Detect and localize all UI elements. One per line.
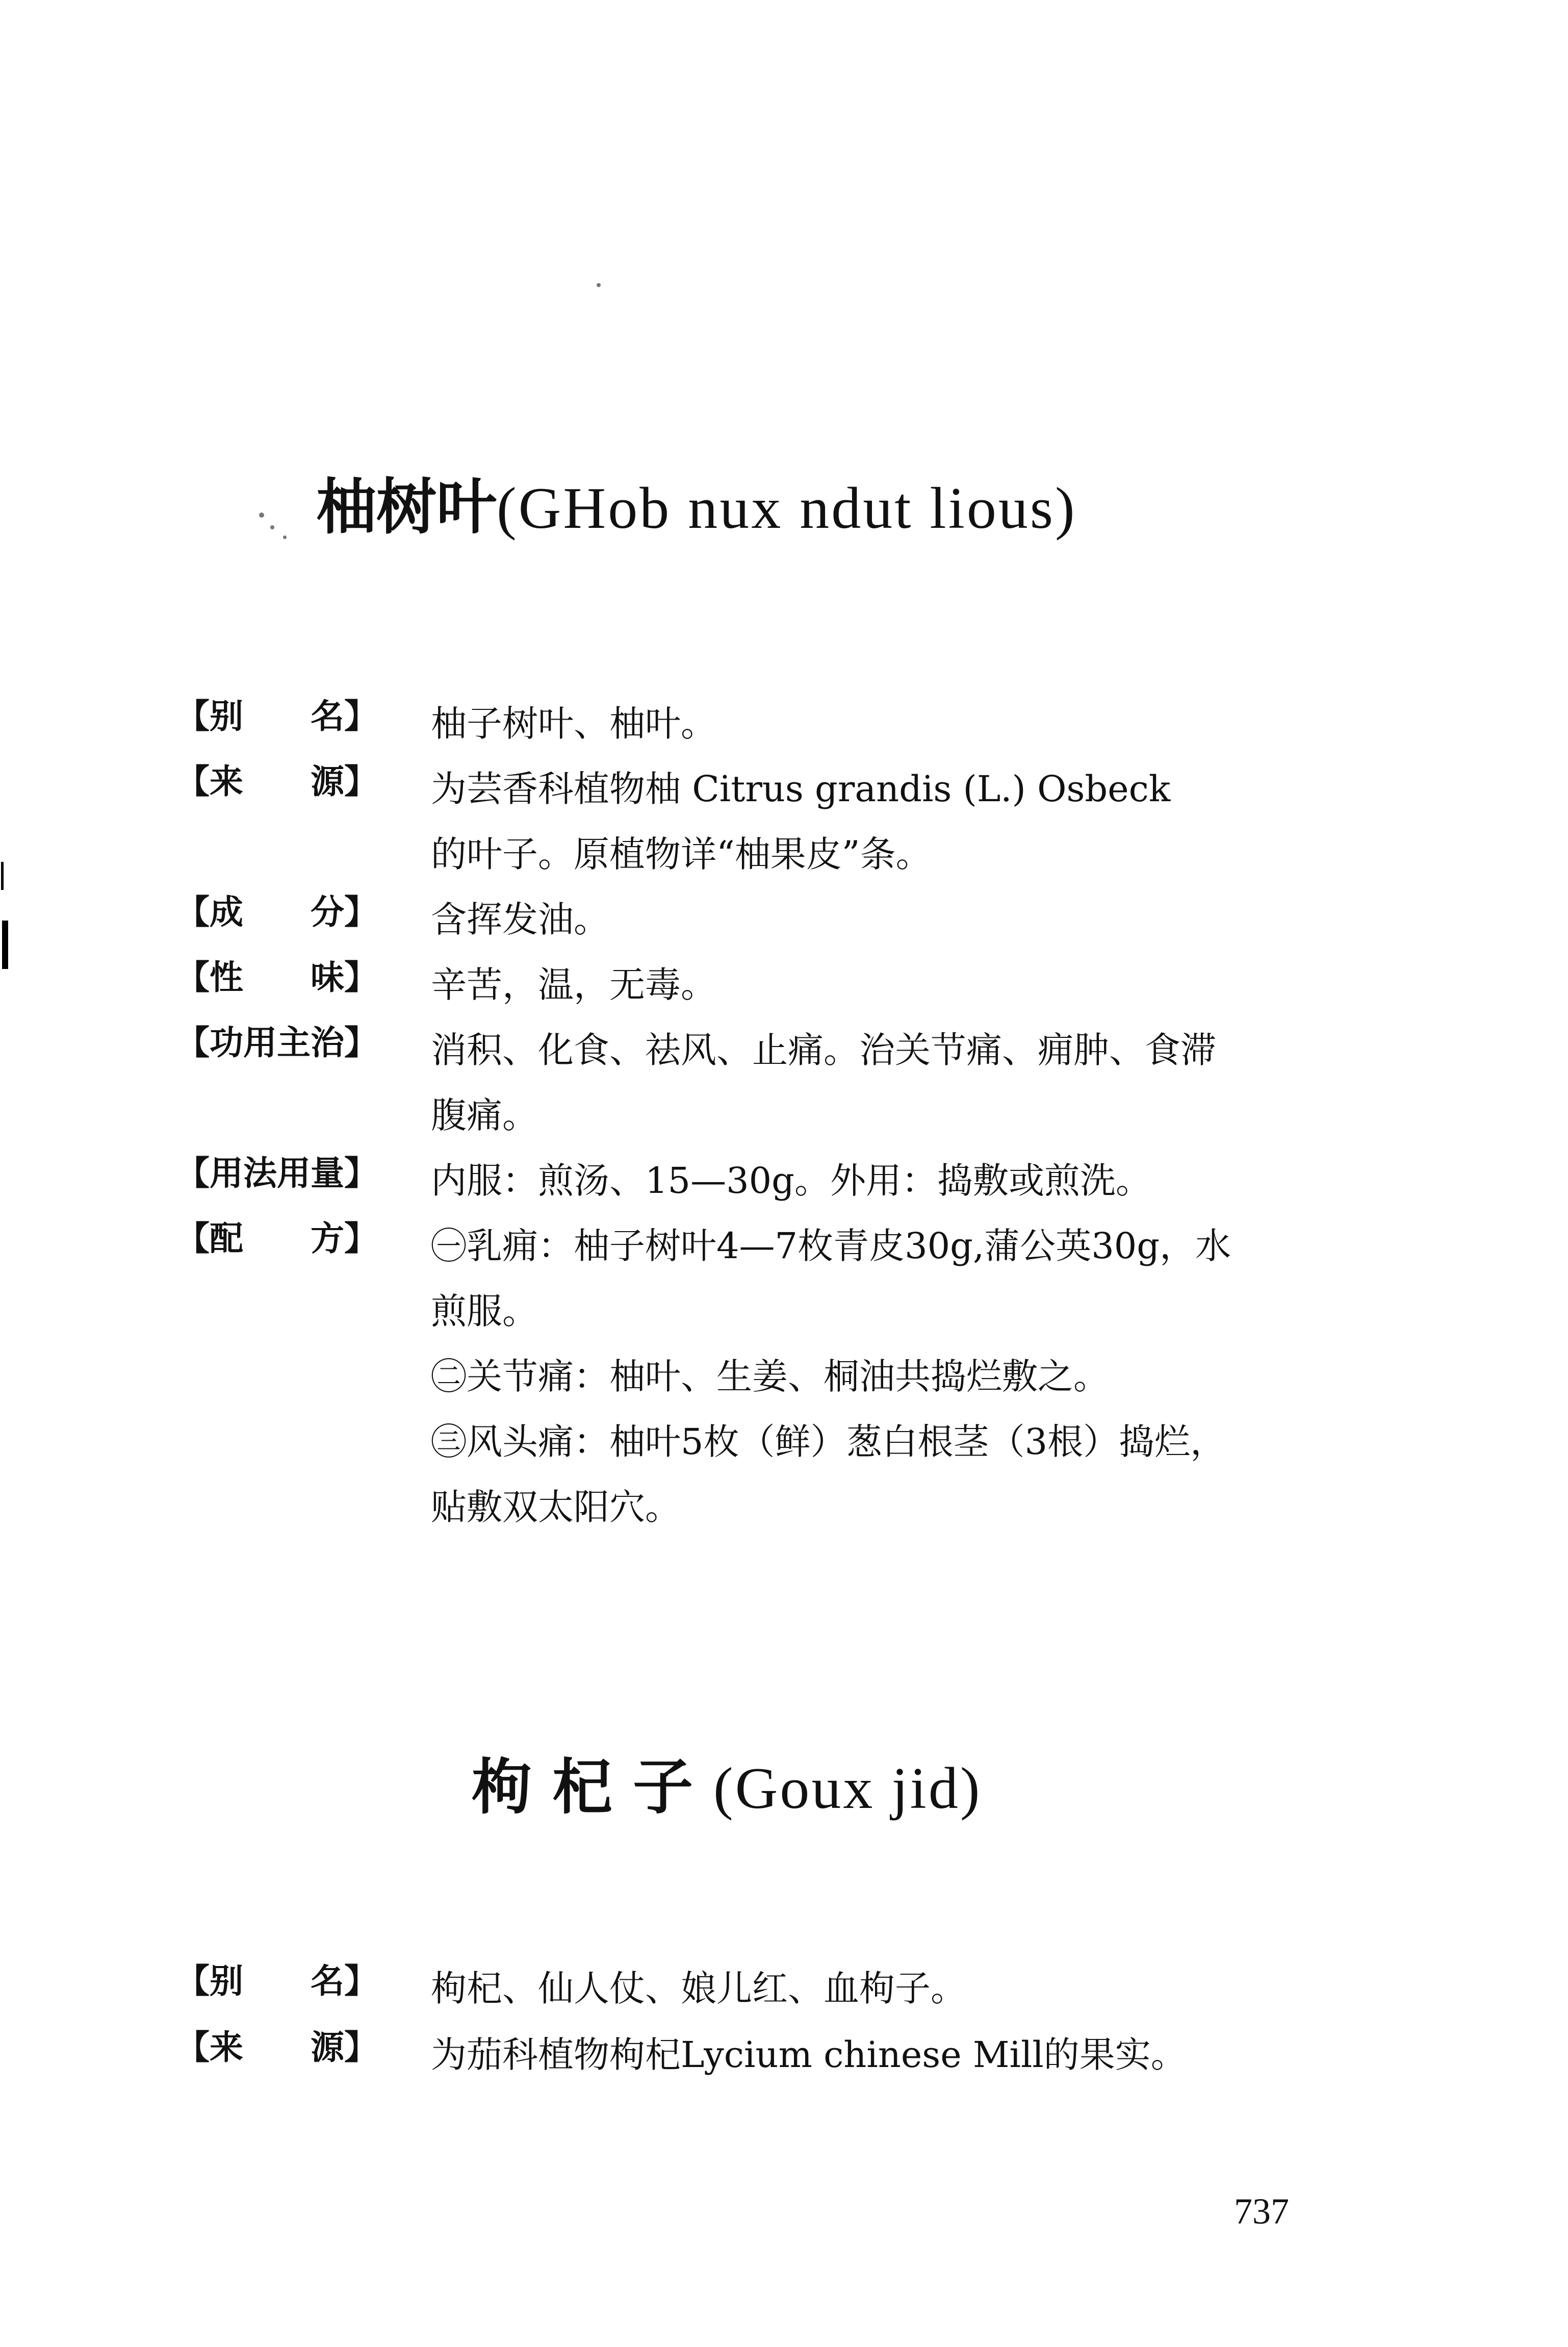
field-line: ㊁关节痛：柚叶、生姜、桐油共捣烂敷之。 bbox=[431, 1356, 1109, 1397]
field-line: 煎服。 bbox=[431, 1290, 538, 1332]
field-body bbox=[431, 756, 1400, 887]
entry-name-pinyin: (GHob nux ndut lious) bbox=[497, 476, 1077, 541]
field-line: 柚子树叶、柚叶。 bbox=[431, 703, 716, 745]
field-label: 【来 源】 bbox=[176, 762, 378, 801]
field-line: 的叶子。原植物详“柚果皮”条。 bbox=[431, 833, 932, 875]
field-label: 【用法用量】 bbox=[176, 1154, 378, 1193]
field-alias bbox=[176, 1956, 1400, 2021]
field-line: 枸杞、仙人仗、娘儿红、血枸子。 bbox=[431, 1968, 966, 2009]
scan-speck bbox=[283, 535, 287, 539]
field-line: 为芸香科植物柚 Citrus grandis (L.) Osbeck bbox=[431, 768, 1171, 810]
field-body bbox=[431, 1017, 1400, 1148]
field-body bbox=[431, 1148, 1400, 1213]
field-taste bbox=[176, 952, 1400, 1017]
field-line: 为茄科植物枸杞Lycium chinese Mill的果实。 bbox=[431, 2034, 1187, 2076]
scan-speck bbox=[259, 513, 264, 518]
scan-speck bbox=[597, 283, 601, 287]
field-label: 【来 源】 bbox=[176, 2028, 378, 2067]
field-line: ㊂风头痛：柚叶5枚（鲜）葱白根茎（3根）捣烂， bbox=[431, 1421, 1226, 1463]
field-label: 【别 名】 bbox=[176, 1961, 378, 2001]
entry-name-cn: 枸杞子 bbox=[472, 1752, 714, 1822]
field-body bbox=[431, 1213, 1400, 1540]
field-body bbox=[431, 691, 1400, 756]
field-alias bbox=[176, 691, 1400, 756]
field-label: 【功用主治】 bbox=[176, 1023, 378, 1062]
field-label: 【别 名】 bbox=[176, 697, 378, 736]
field-indications bbox=[176, 1017, 1400, 1148]
margin-mark bbox=[2, 921, 8, 969]
margin-mark bbox=[1, 862, 4, 890]
field-line: 腹痛。 bbox=[431, 1094, 538, 1136]
entry-name-cn: 柚树叶 bbox=[316, 472, 497, 542]
field-line: 消积、化食、祛风、止痛。治关节痛、痈肿、食滞 bbox=[431, 1029, 1216, 1071]
field-line: ㊀乳痈：柚子树叶4—7枚青皮30g,蒲公英30g，水 bbox=[431, 1225, 1231, 1267]
field-source bbox=[176, 756, 1400, 887]
field-dosage bbox=[176, 1148, 1400, 1213]
field-line: 含挥发油。 bbox=[431, 899, 609, 940]
field-composition bbox=[176, 887, 1400, 952]
field-body bbox=[431, 2022, 1400, 2087]
field-line: 贴敷双太阳穴。 bbox=[431, 1486, 681, 1528]
entry-title bbox=[316, 472, 1077, 542]
field-prescriptions bbox=[176, 1213, 1400, 1540]
field-label: 【成 分】 bbox=[176, 892, 378, 932]
entry-title bbox=[472, 1752, 982, 1822]
scan-speck bbox=[270, 525, 274, 529]
field-label: 【性 味】 bbox=[176, 958, 378, 997]
field-body bbox=[431, 887, 1400, 952]
field-body bbox=[431, 952, 1400, 1017]
field-source bbox=[176, 2022, 1400, 2087]
page-number: 737 bbox=[1234, 2191, 1289, 2232]
entry-name-pinyin: (Goux jid) bbox=[713, 1756, 982, 1821]
field-line: 辛苦，温，无毒。 bbox=[431, 964, 716, 1006]
field-body bbox=[431, 1956, 1400, 2021]
field-line: 内服：煎汤、15—30g。外用：捣敷或煎洗。 bbox=[431, 1160, 1151, 1202]
field-label: 【配 方】 bbox=[176, 1219, 378, 1258]
